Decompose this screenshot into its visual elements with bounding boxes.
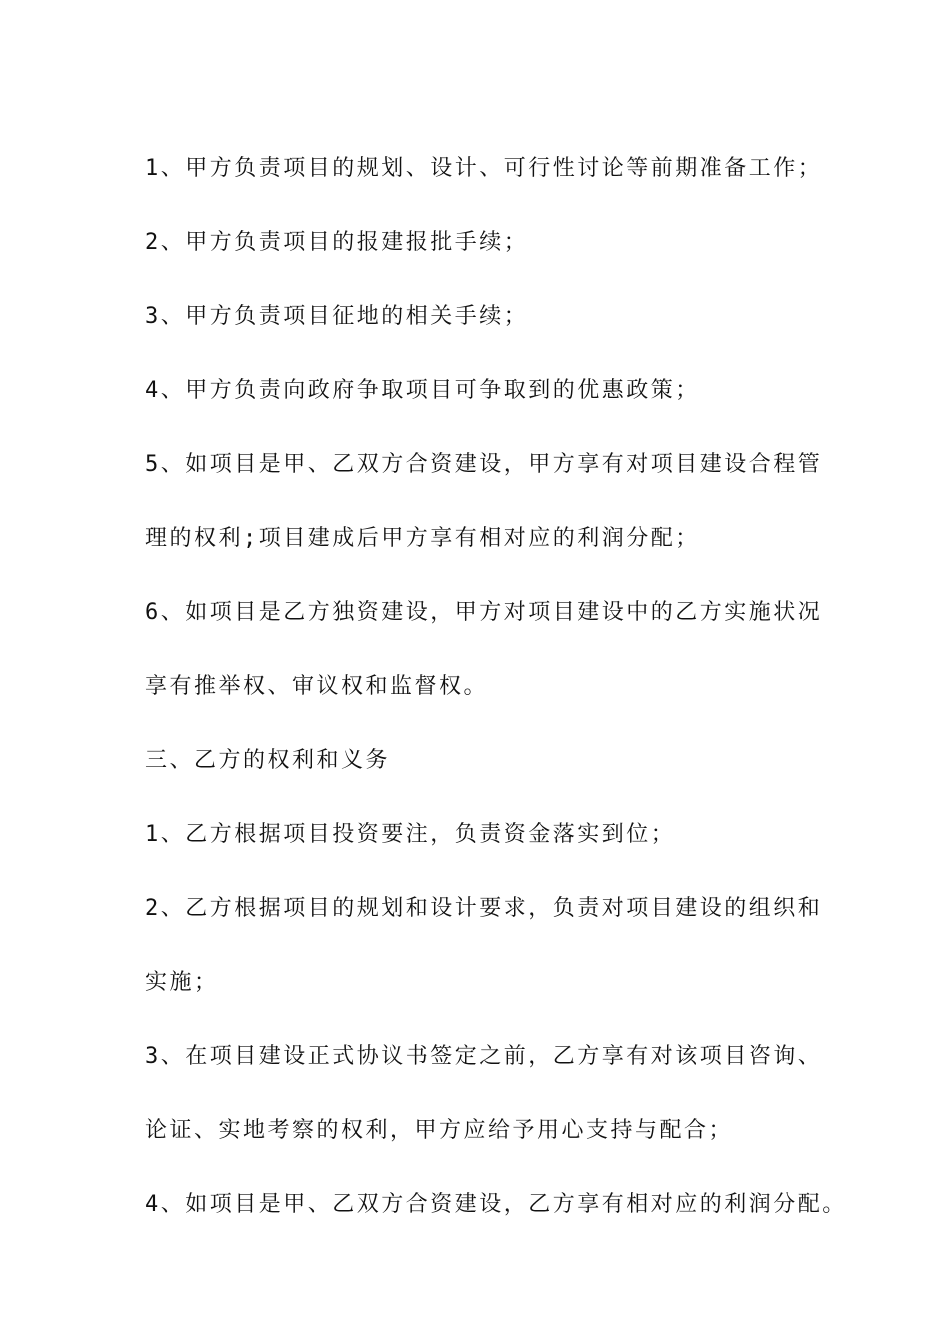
clause-party-a-4: 4、甲方负责向政府争取项目可争取到的优惠政策； xyxy=(145,378,700,403)
section-heading-party-b: 三、乙方的权利和义务 xyxy=(145,748,391,773)
clause-party-a-3: 3、甲方负责项目征地的相关手续； xyxy=(145,304,529,329)
clause-party-b-2-continued: 实施； xyxy=(145,970,219,995)
clause-party-b-3: 3、在项目建设正式协议书签定之前，乙方享有对该项目咨询、 xyxy=(145,1044,823,1069)
clause-party-a-6-continued: 享有推举权、审议权和监督权。 xyxy=(145,674,489,699)
clause-party-a-5: 5、如项目是甲、乙双方合资建设，甲方享有对项目建设合程管 xyxy=(145,452,823,477)
clause-party-b-3-continued: 论证、实地考察的权利，甲方应给予用心支持与配合； xyxy=(145,1118,734,1143)
clause-party-a-5-continued: 理的权利;项目建成后甲方享有相对应的利润分配； xyxy=(145,526,700,551)
clause-party-a-1: 1、甲方负责项目的规划、设计、可行性讨论等前期准备工作； xyxy=(145,156,823,181)
clause-party-a-2: 2、甲方负责项目的报建报批手续； xyxy=(145,230,529,255)
clause-party-b-2: 2、乙方根据项目的规划和设计要求，负责对项目建设的组织和 xyxy=(145,896,823,921)
clause-party-b-1: 1、乙方根据项目投资要注，负责资金落实到位； xyxy=(145,822,676,847)
clause-party-a-6: 6、如项目是乙方独资建设，甲方对项目建设中的乙方实施状况 xyxy=(145,600,823,625)
document-body xyxy=(145,132,847,1242)
clause-party-b-4: 4、如项目是甲、乙双方合资建设，乙方享有相对应的利润分配。 xyxy=(145,1192,847,1217)
